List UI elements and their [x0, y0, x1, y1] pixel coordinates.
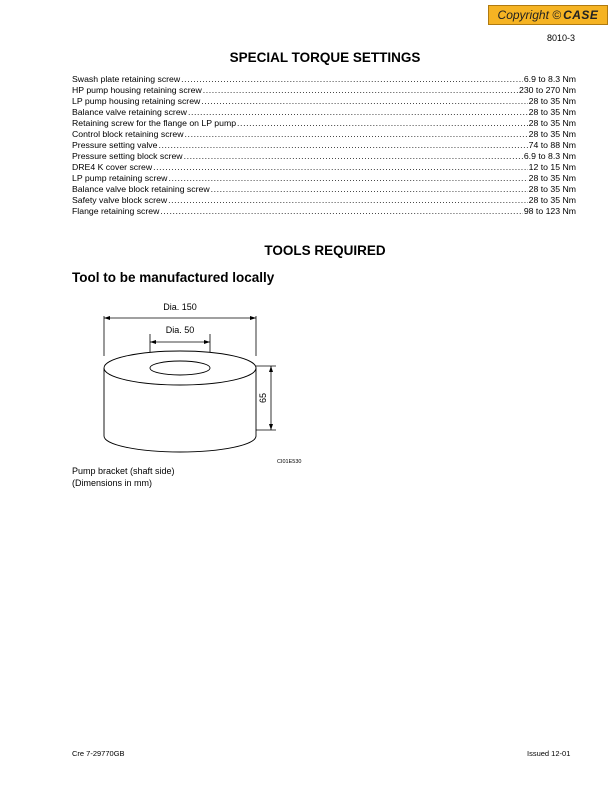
torque-label: LP pump retaining screw	[72, 173, 168, 183]
torque-row	[72, 96, 576, 107]
dim-outer-label: Dia. 150	[163, 302, 197, 312]
arrow-right-icon	[204, 340, 210, 344]
torque-row	[72, 206, 576, 217]
torque-value: 230 to 270 Nm	[519, 85, 576, 95]
copyright-badge	[488, 5, 608, 25]
case-logo: CASE	[563, 8, 599, 22]
footer-issue-date: Issued 12-01	[527, 749, 571, 758]
torque-value: 28 to 35 Nm	[528, 195, 576, 205]
page-number: 8010-3	[546, 33, 575, 43]
torque-row	[72, 118, 576, 129]
torque-label: LP pump housing retaining screw	[72, 96, 201, 106]
arrow-left-icon	[150, 340, 156, 344]
caption-line: Pump bracket (shaft side)	[72, 466, 175, 476]
torque-label: HP pump housing retaining screw	[72, 85, 202, 95]
tools-required-heading: TOOLS REQUIRED	[264, 243, 386, 258]
pump-bracket-diagram	[90, 296, 320, 471]
torque-value: 6.9 to 8.3 Nm	[523, 151, 576, 161]
arrow-down-icon	[269, 424, 273, 430]
torque-row	[72, 140, 576, 151]
torque-label: Safety valve block screw	[72, 195, 168, 205]
torque-label: DRE4 K cover screw	[72, 162, 153, 172]
special-torque-heading: SPECIAL TORQUE SETTINGS	[229, 50, 421, 65]
torque-value: 74 to 88 Nm	[528, 140, 576, 150]
torque-value: 28 to 35 Nm	[528, 184, 576, 194]
footer-doc-code: Cre 7-29770GB	[72, 749, 125, 758]
torque-label: Control block retaining screw	[72, 129, 184, 139]
torque-label: Retaining screw for the flange on LP pump	[72, 118, 237, 128]
torque-value: 28 to 35 Nm	[528, 118, 576, 128]
torque-row	[72, 195, 576, 206]
arrow-up-icon	[269, 366, 273, 372]
torque-label: Balance valve block retaining screw	[72, 184, 210, 194]
torque-value: 6.9 to 8.3 Nm	[523, 74, 576, 84]
torque-row	[72, 74, 576, 85]
figure-reference: CI01E530	[277, 459, 302, 465]
torque-value: 28 to 35 Nm	[528, 96, 576, 106]
torque-label: Pressure setting block screw	[72, 151, 183, 161]
torque-value: 28 to 35 Nm	[528, 173, 576, 183]
torque-row	[72, 184, 576, 195]
tool-subheading: Tool to be manufactured locally	[72, 270, 275, 285]
copyright-text: Copyright ©	[497, 8, 562, 22]
torque-value: 28 to 35 Nm	[528, 129, 576, 139]
arrow-right-icon	[250, 316, 256, 320]
torque-settings-list	[72, 74, 576, 217]
dim-height-label: 65	[258, 392, 268, 404]
torque-value: 98 to 123 Nm	[523, 206, 576, 216]
torque-row	[72, 173, 576, 184]
torque-row	[72, 129, 576, 140]
torque-label: Swash plate retaining screw	[72, 74, 181, 84]
center-bore	[150, 361, 210, 375]
torque-label: Pressure setting valve	[72, 140, 158, 150]
torque-row	[72, 162, 576, 173]
torque-row	[72, 85, 576, 96]
torque-row	[72, 107, 576, 118]
caption-line: (Dimensions in mm)	[72, 478, 153, 488]
figure-caption	[72, 465, 175, 489]
torque-label: Balance valve retaining screw	[72, 107, 187, 117]
dim-inner-label: Dia. 50	[165, 325, 195, 335]
torque-row	[72, 151, 576, 162]
torque-label: Flange retaining screw	[72, 206, 160, 216]
torque-value: 12 to 15 Nm	[528, 162, 576, 172]
arrow-left-icon	[104, 316, 110, 320]
torque-value: 28 to 35 Nm	[528, 107, 576, 117]
